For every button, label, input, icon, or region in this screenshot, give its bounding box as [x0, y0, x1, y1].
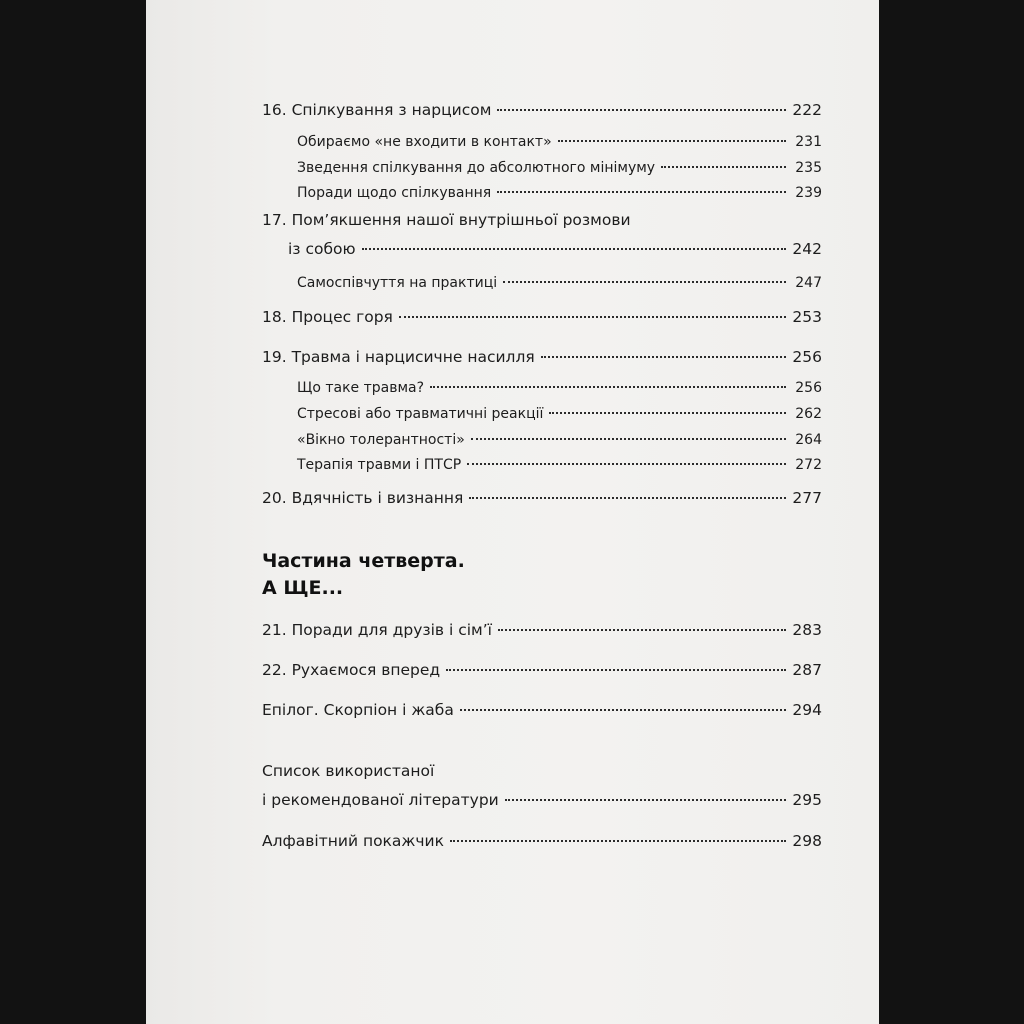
toc-entry-chapter-17-line1: 17. Пом’якшення нашої внутрішньої розмови — [262, 211, 631, 229]
part-heading-line1: Частина четверта. — [262, 550, 465, 572]
toc-subentry — [297, 453, 822, 473]
leader-dots — [503, 267, 786, 283]
toc-subentry — [297, 428, 822, 448]
leader-dots — [471, 424, 786, 440]
toc-page-number: 295 — [792, 790, 822, 809]
toc-entry-title: Поради щодо спілкування — [297, 185, 492, 201]
toc-entry-title: і рекомендованої літератури — [262, 790, 499, 809]
toc-page-number: 264 — [795, 432, 822, 448]
toc-entry-title: Що таке травма? — [297, 380, 425, 396]
toc-subentry — [297, 130, 822, 150]
toc-entry-chapter-19 — [262, 344, 822, 366]
leader-dots — [469, 481, 786, 499]
toc-page-number: 287 — [792, 660, 822, 679]
toc-entry-epilogue — [262, 697, 822, 719]
toc-subentry — [297, 181, 822, 201]
toc-entry-title: 16. Спілкування з нарцисом — [262, 100, 492, 119]
toc-page-number: 256 — [795, 380, 822, 396]
leader-dots — [505, 783, 786, 801]
toc-entry-chapter-18 — [262, 304, 822, 326]
toc-entry-title: 18. Процес горя — [262, 307, 393, 326]
leader-dots — [541, 340, 786, 358]
toc-page-number: 222 — [792, 100, 822, 119]
toc-entry-title: Епілог. Скорпіон і жаба — [262, 700, 454, 719]
toc-page-number: 253 — [792, 307, 822, 326]
toc-entry-title: Терапія травми і ПТСР — [297, 457, 462, 473]
toc-entry-bibliography — [262, 787, 822, 809]
part-heading-line2: А ЩЕ... — [262, 577, 344, 599]
toc-page-number: 256 — [792, 347, 822, 366]
leader-dots — [497, 93, 786, 111]
toc-page-number: 283 — [792, 620, 822, 639]
leader-dots — [549, 398, 786, 414]
toc-page-number: 242 — [792, 239, 822, 258]
toc-page-number: 262 — [795, 406, 822, 422]
toc-page-number: 298 — [792, 831, 822, 850]
table-of-contents — [262, 0, 822, 1024]
toc-subentry — [297, 271, 822, 291]
toc-entry-title: Обираємо «не входити в контакт» — [297, 134, 552, 150]
leader-dots — [460, 693, 786, 711]
leader-dots — [430, 372, 786, 388]
toc-entry-chapter-21 — [262, 617, 822, 639]
toc-entry-index — [262, 828, 822, 850]
toc-page-number: 235 — [795, 160, 822, 176]
toc-entry-title: 20. Вдячність і визнання — [262, 488, 464, 507]
toc-subentry — [297, 402, 822, 422]
leader-dots — [558, 126, 786, 142]
leader-dots — [450, 824, 786, 842]
leader-dots — [446, 653, 786, 671]
toc-subentry — [297, 156, 822, 176]
toc-page-number: 277 — [792, 488, 822, 507]
toc-entry-title: із собою — [288, 239, 356, 258]
toc-entry-chapter-20 — [262, 485, 822, 507]
toc-entry-chapter-22 — [262, 657, 822, 679]
toc-entry-title: 22. Рухаємося вперед — [262, 660, 441, 679]
toc-page-number: 231 — [795, 134, 822, 150]
toc-entry-title: 19. Травма і нарцисичне насилля — [262, 347, 535, 366]
toc-entry-title: Самоспівчуття на практиці — [297, 275, 498, 291]
toc-subentry — [297, 376, 822, 396]
toc-entry-chapter-17 — [288, 236, 822, 258]
toc-entry-title: Алфавітний покажчик — [262, 831, 444, 850]
toc-entry-title: 21. Поради для друзів і сім’ї — [262, 620, 492, 639]
toc-entry-title: «Вікно толерантності» — [297, 432, 465, 448]
toc-page-number: 294 — [792, 700, 822, 719]
toc-entry-chapter-16 — [262, 97, 822, 119]
leader-dots — [362, 232, 786, 250]
leader-dots — [498, 613, 786, 631]
leader-dots — [661, 152, 786, 168]
leader-dots — [467, 449, 786, 465]
toc-entry-bibliography-line1: Список використаної — [262, 762, 435, 780]
toc-page-number: 247 — [795, 275, 822, 291]
toc-page-number: 239 — [795, 185, 822, 201]
toc-page-number: 272 — [795, 457, 822, 473]
leader-dots — [399, 300, 786, 318]
leader-dots — [497, 177, 786, 193]
toc-entry-title: Зведення спілкування до абсолютного мінімуму — [297, 160, 656, 176]
toc-entry-title: Стресові або травматичні реакції — [297, 406, 544, 422]
